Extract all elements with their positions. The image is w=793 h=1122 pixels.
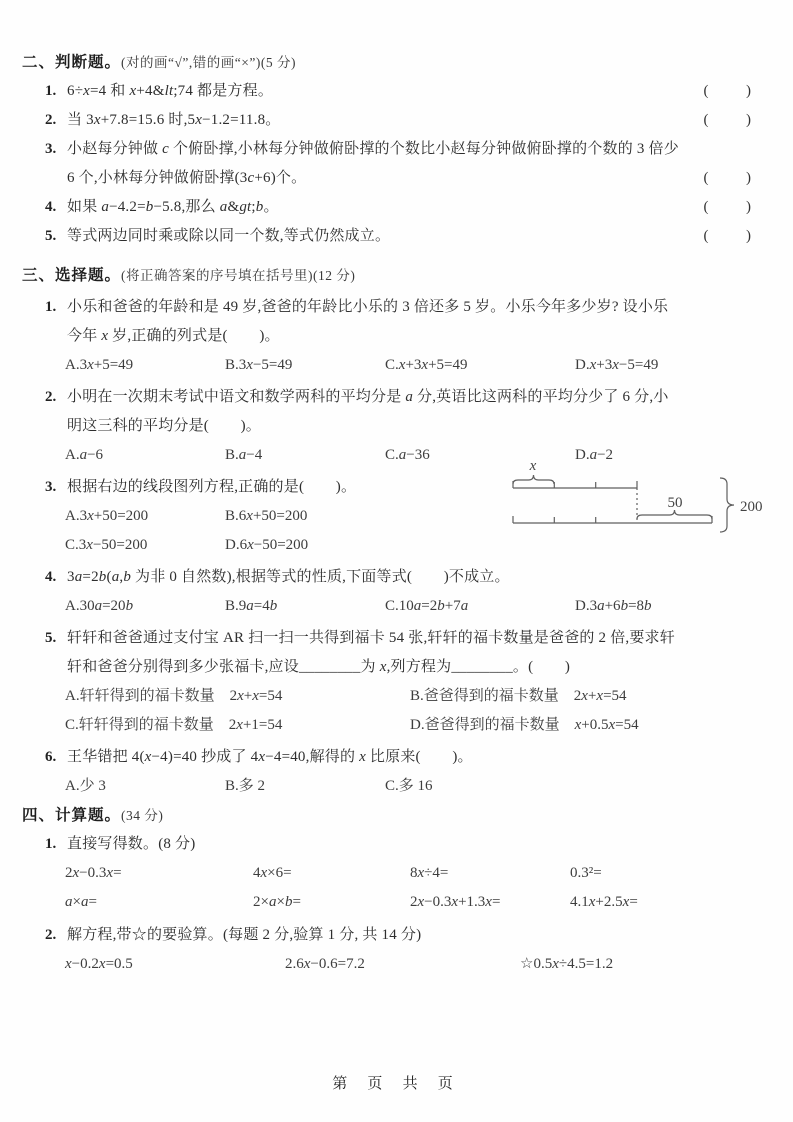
- option-b: B.3x−5=49: [225, 357, 293, 373]
- option-b: B.多 2: [225, 778, 266, 794]
- option-a: A.轩轩得到的福卡数量 2x+x=54: [65, 688, 283, 704]
- equation: x−0.2x=0.5: [65, 956, 133, 972]
- page-footer: 第 页 共 页: [332, 1075, 461, 1092]
- question-number: 5.: [45, 630, 57, 646]
- question-number: 1.: [45, 299, 57, 315]
- answer-bracket: ( ): [703, 199, 751, 215]
- question-number: 3.: [45, 479, 57, 495]
- option-c: C.a−36: [385, 447, 430, 463]
- answer-bracket: ( ): [703, 228, 751, 244]
- calc-row-1: [22, 859, 751, 888]
- choice-question-6: [22, 743, 751, 801]
- judge-question-1: [22, 77, 751, 106]
- option-a: A.30a=20b: [65, 598, 134, 614]
- judge-question-5: [22, 222, 751, 251]
- diagram-x-label: x: [529, 458, 537, 474]
- question-text: 当 3x+7.8=15.6 时,5x−1.2=11.8。: [67, 112, 281, 128]
- question-text: 如果 a−4.2=b−5.8,那么 a&gt;b。: [67, 199, 279, 215]
- choice-question-1: [22, 293, 751, 380]
- answer-bracket: ( ): [703, 170, 751, 186]
- diagram-50-label: 50: [667, 495, 683, 511]
- option-b: B.爸爸得到的福卡数量 2x+x=54: [410, 688, 627, 704]
- question-number: 5.: [45, 228, 57, 244]
- option-c: C.轩轩得到的福卡数量 2x+1=54: [65, 717, 283, 733]
- question-text: 小乐和爸爸的年龄和是 49 岁,爸爸的年龄比小乐的 3 倍还多 5 岁。小乐今年多少岁? 设小乐: [67, 299, 669, 315]
- question-text: 小明在一次期末考试中语文和数学两科的平均分是 a 分,英语比这两科的平均分少了 6 分,小: [67, 389, 669, 405]
- calc-sub1-heading: [22, 830, 751, 859]
- option-d: D.a−2: [575, 447, 614, 463]
- question-number: 2.: [45, 112, 57, 128]
- calc-expression: a×a=: [65, 894, 97, 910]
- calc-expression: 8x÷4=: [410, 865, 449, 881]
- option-c: C.3x−50=200: [65, 537, 148, 553]
- question-number: 6.: [45, 749, 57, 765]
- judge-question-3: [22, 135, 751, 164]
- question-text: 轩和爸爸分别得到多少张福卡,应设________为 x,列方程为________。( ): [67, 659, 571, 675]
- section-choice-title-note: (将正确答案的序号填在括号里)(12 分): [121, 268, 356, 283]
- section-choice-title: [22, 261, 751, 290]
- option-c: C.x+3x+5=49: [385, 357, 468, 373]
- option-b: B.9a=4b: [225, 598, 278, 614]
- option-b: B.6x+50=200: [225, 508, 308, 524]
- section-calc-title: [22, 801, 751, 830]
- answer-bracket: ( ): [703, 83, 751, 99]
- question-text: 直接写得数。(8 分): [67, 836, 196, 852]
- section-judge-title-text: 二、判断题。: [22, 54, 122, 71]
- section-calc-title-note: (34 分): [121, 808, 164, 823]
- choice-question-5: [22, 624, 751, 740]
- question-text: 6÷x=4 和 x+4&lt;74 都是方程。: [67, 83, 274, 99]
- judge-question-2: [22, 106, 751, 135]
- option-d: D.6x−50=200: [225, 537, 309, 553]
- question-text: 根据右边的线段图列方程,正确的是( )。: [67, 479, 357, 495]
- calc-expression: 4.1x+2.5x=: [570, 894, 638, 910]
- question-number: 4.: [45, 569, 57, 585]
- segment-diagram: [500, 456, 790, 544]
- calc-expression: 0.3²=: [570, 865, 602, 881]
- equation-row: [22, 950, 751, 979]
- section-choice-title-text: 三、选择题。: [22, 267, 122, 284]
- option-d: D.3a+6b=8b: [575, 598, 652, 614]
- choice-question-4: [22, 563, 751, 621]
- question-text: 轩轩和爸爸通过支付宝 AR 扫一扫一共得到福卡 54 张,轩轩的福卡数量是爸爸的 2 倍,要求轩: [67, 630, 675, 646]
- calc-expression: 2x−0.3x+1.3x=: [410, 894, 501, 910]
- option-c: C.多 16: [385, 778, 433, 794]
- option-d: D.x+3x−5=49: [575, 357, 659, 373]
- answer-bracket: ( ): [703, 112, 751, 128]
- question-text: 6 个,小林每分钟做俯卧撑(3c+6)个。: [67, 170, 307, 186]
- section-judge-title: [22, 48, 751, 77]
- option-a: A.少 3: [65, 778, 106, 794]
- option-c: C.10a=2b+7a: [385, 598, 469, 614]
- judge-question-4: [22, 193, 751, 222]
- question-number: 4.: [45, 199, 57, 215]
- calc-sub2-heading: [22, 921, 751, 950]
- option-a: A.a−6: [65, 447, 104, 463]
- question-text: 明这三科的平均分是( )。: [67, 418, 261, 434]
- question-number: 3.: [45, 141, 57, 157]
- option-a: A.3x+50=200: [65, 508, 149, 524]
- question-number: 1.: [45, 836, 57, 852]
- question-text: 小赵每分钟做 c 个俯卧撑,小林每分钟做俯卧撑的个数比小赵每分钟做俯卧撑的个数的 3 倍少: [67, 141, 679, 157]
- equation: ☆0.5x÷4.5=1.2: [520, 956, 614, 972]
- equation: 2.6x−0.6=7.2: [285, 956, 365, 972]
- question-text: 今年 x 岁,正确的列式是( )。: [67, 328, 280, 344]
- question-number: 2.: [45, 389, 57, 405]
- question-text: 3a=2b(a,b 为非 0 自然数),根据等式的性质,下面等式( )不成立。: [67, 569, 510, 585]
- option-d: D.爸爸得到的福卡数量 x+0.5x=54: [410, 717, 639, 733]
- calc-expression: 4x×6=: [253, 865, 292, 881]
- question-text: 解方程,带☆的要验算。(每题 2 分,验算 1 分, 共 14 分): [67, 927, 422, 943]
- calc-expression: 2×a×b=: [253, 894, 301, 910]
- judge-question-3-continued: [22, 164, 751, 193]
- calc-expression: 2x−0.3x=: [65, 865, 122, 881]
- section-calc-title-text: 四、计算题。: [22, 807, 122, 824]
- section-judge-title-note: (对的画“√”,错的画“×”)(5 分): [121, 55, 296, 70]
- question-text: 等式两边同时乘或除以同一个数,等式仍然成立。: [67, 228, 391, 244]
- question-number: 2.: [45, 927, 57, 943]
- option-b: B.a−4: [225, 447, 263, 463]
- diagram-200-label: 200: [740, 499, 763, 515]
- calc-row-2: [22, 888, 751, 917]
- question-number: 1.: [45, 83, 57, 99]
- question-text: 王华错把 4(x−4)=40 抄成了 4x−4=40,解得的 x 比原来( )。: [67, 749, 473, 765]
- option-a: A.3x+5=49: [65, 357, 134, 373]
